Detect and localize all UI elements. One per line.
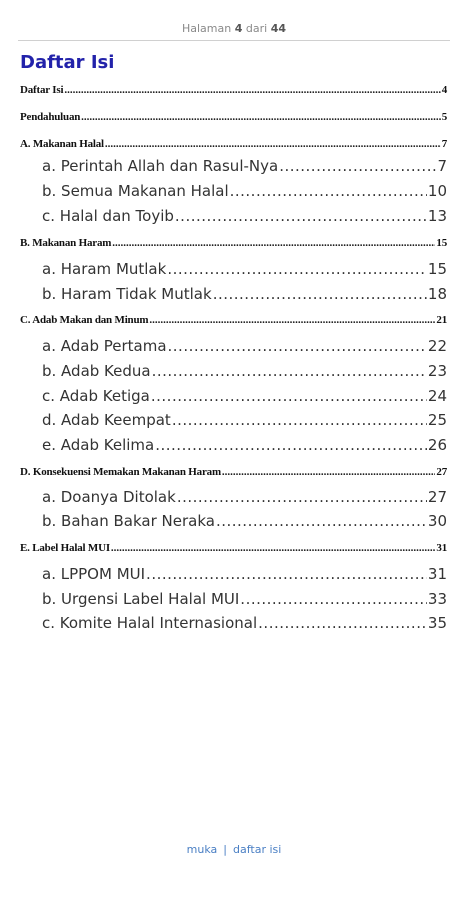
- toc-subsection-entry[interactable]: [42, 157, 447, 175]
- toc-entry-label: c. Adab Ketiga: [42, 387, 150, 405]
- home-link[interactable]: muka: [186, 843, 218, 856]
- toc-subsection-entry[interactable]: [42, 565, 447, 583]
- toc-dot-leader: [146, 565, 427, 583]
- toc-entry-page-number: 25: [427, 411, 447, 429]
- toc-subsection-entry[interactable]: [42, 512, 447, 530]
- page-indicator-middle: dari: [245, 22, 268, 35]
- toc-entry-page-number: 27: [427, 488, 447, 506]
- toc-section-entry[interactable]: [20, 84, 447, 96]
- toc-section-entry[interactable]: [20, 138, 447, 150]
- toc-entry-page-number: 31: [436, 542, 447, 554]
- toc-link[interactable]: daftar isi: [233, 843, 282, 856]
- page-title: Daftar Isi: [20, 52, 115, 73]
- toc-dot-leader: [177, 488, 427, 506]
- toc-entry-page-number: 4: [441, 84, 447, 96]
- toc-entry-label: C. Adab Makan dan Minum: [20, 314, 149, 326]
- toc-entry-label: D. Konsekuensi Memakan Makanan Haram: [20, 466, 221, 478]
- toc-entry-page-number: 33: [427, 590, 447, 608]
- toc-entry-page-number: 7: [437, 157, 447, 175]
- toc-entry-label: Daftar Isi: [20, 84, 64, 96]
- toc-dot-leader: [216, 512, 427, 530]
- toc-entry-label: b. Haram Tidak Mutlak: [42, 285, 212, 303]
- toc-dot-leader: [240, 590, 427, 608]
- toc-entry-label: b. Urgensi Label Halal MUI: [42, 590, 240, 608]
- toc-entry-label: Pendahuluan: [20, 111, 81, 123]
- toc-entry-page-number: 21: [436, 314, 447, 326]
- toc-dot-leader: [167, 260, 427, 278]
- toc-dot-leader: [175, 207, 427, 225]
- toc-section-entry[interactable]: [20, 542, 447, 554]
- toc-dot-leader: [230, 182, 427, 200]
- page-indicator: [0, 22, 468, 35]
- toc-entry-page-number: 31: [427, 565, 447, 583]
- footer-nav: [0, 843, 468, 856]
- toc-section-entry[interactable]: [20, 237, 447, 249]
- toc-entry-page-number: 27: [436, 466, 447, 478]
- toc-subsection-entry[interactable]: [42, 387, 447, 405]
- current-page-number: 4: [234, 22, 243, 35]
- toc-subsection-entry[interactable]: [42, 285, 447, 303]
- toc-dot-leader: [105, 138, 441, 150]
- toc-section-entry[interactable]: [20, 466, 447, 478]
- toc-dot-leader: [172, 411, 427, 429]
- toc-subsection-entry[interactable]: [42, 260, 447, 278]
- toc-entry-page-number: 22: [427, 337, 447, 355]
- toc-entry-label: e. Adab Kelima: [42, 436, 155, 454]
- toc-dot-leader: [151, 387, 427, 405]
- toc-dot-leader: [81, 111, 441, 123]
- toc-entry-label: A. Makanan Halal: [20, 138, 104, 150]
- toc-section-entry[interactable]: [20, 314, 447, 326]
- toc-entry-page-number: 15: [436, 237, 447, 249]
- toc-subsection-entry[interactable]: [42, 337, 447, 355]
- toc-entry-label: d. Adab Keempat: [42, 411, 171, 429]
- toc-entry-page-number: 7: [441, 138, 447, 150]
- toc-entry-label: b. Adab Kedua: [42, 362, 151, 380]
- toc-entry-label: E. Label Halal MUI: [20, 542, 110, 554]
- toc-entry-page-number: 18: [427, 285, 447, 303]
- toc-entry-label: a. Doanya Ditolak: [42, 488, 176, 506]
- toc-dot-leader: [149, 314, 435, 326]
- toc-subsection-entry[interactable]: [42, 362, 447, 380]
- toc-entry-label: c. Komite Halal Internasional: [42, 614, 258, 632]
- toc-entry-page-number: 24: [427, 387, 447, 405]
- toc-entry-page-number: 13: [427, 207, 447, 225]
- toc-dot-leader: [213, 285, 427, 303]
- toc-entry-page-number: 26: [427, 436, 447, 454]
- toc-entry-label: b. Bahan Bakar Neraka: [42, 512, 215, 530]
- total-page-count: 44: [270, 22, 287, 35]
- toc-entry-page-number: 15: [427, 260, 447, 278]
- toc-dot-leader: [258, 614, 427, 632]
- toc-entry-label: a. Haram Mutlak: [42, 260, 167, 278]
- toc-entry-label: c. Halal dan Toyib: [42, 207, 174, 225]
- toc-dot-leader: [222, 466, 435, 478]
- footer-separator: |: [223, 843, 227, 856]
- toc-entry-page-number: 23: [427, 362, 447, 380]
- toc-dot-leader: [155, 436, 427, 454]
- toc-subsection-entry[interactable]: [42, 488, 447, 506]
- toc-entry-page-number: 5: [441, 111, 447, 123]
- toc-entry-label: b. Semua Makanan Halal: [42, 182, 229, 200]
- toc-subsection-entry[interactable]: [42, 614, 447, 632]
- toc-entry-label: a. Adab Pertama: [42, 337, 167, 355]
- toc-entry-page-number: 30: [427, 512, 447, 530]
- toc-dot-leader: [152, 362, 427, 380]
- toc-entry-page-number: 35: [427, 614, 447, 632]
- toc-dot-leader: [168, 337, 427, 355]
- toc-section-entry[interactable]: [20, 111, 447, 123]
- toc-entry-label: a. Perintah Allah dan Rasul-Nya: [42, 157, 279, 175]
- toc-subsection-entry[interactable]: [42, 182, 447, 200]
- toc-dot-leader: [111, 542, 435, 554]
- toc-subsection-entry[interactable]: [42, 207, 447, 225]
- header-divider: [18, 40, 450, 41]
- toc-entry-page-number: 10: [427, 182, 447, 200]
- toc-subsection-entry[interactable]: [42, 436, 447, 454]
- toc-entry-label: B. Makanan Haram: [20, 237, 112, 249]
- toc-subsection-entry[interactable]: [42, 411, 447, 429]
- toc-dot-leader: [279, 157, 436, 175]
- toc-entry-label: a. LPPOM MUI: [42, 565, 146, 583]
- toc-subsection-entry[interactable]: [42, 590, 447, 608]
- toc-dot-leader: [64, 84, 440, 96]
- toc-dot-leader: [112, 237, 435, 249]
- page-indicator-prefix: Halaman: [181, 22, 232, 35]
